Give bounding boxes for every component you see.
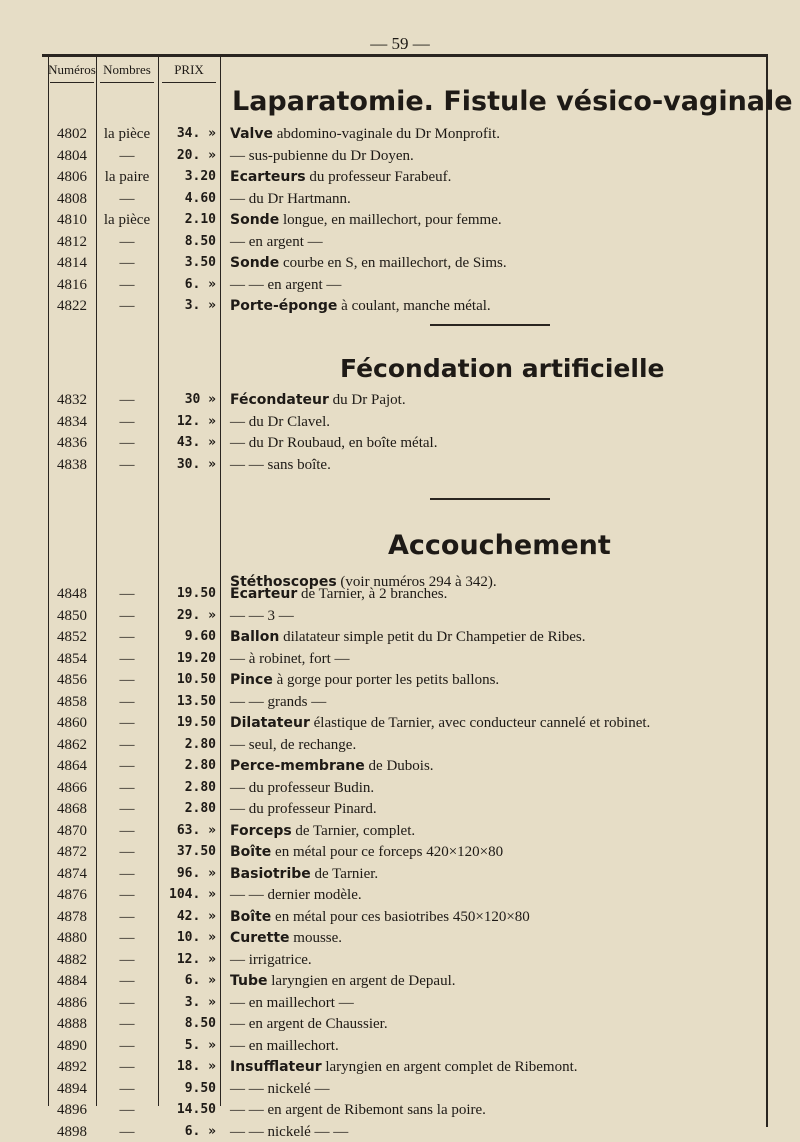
item-description-cell [230, 670, 499, 690]
item-number: 4836 [57, 435, 87, 451]
item-keyword: Stéthoscopes [230, 574, 337, 590]
catalog-row [0, 885, 800, 905]
item-price: 42. » [176, 908, 216, 924]
item-description-cell [230, 821, 415, 841]
item-price: 6. » [184, 276, 216, 292]
item-number: 4812 [57, 233, 87, 250]
item-price: 37.50 [176, 844, 216, 859]
item-keyword: Curette [230, 930, 290, 946]
item-number: 4886 [57, 994, 87, 1011]
item-number: 4860 [57, 715, 87, 731]
item-price: 19.50 [176, 715, 216, 730]
item-number: 4848 [57, 586, 87, 602]
item-quantity: — [119, 994, 135, 1011]
catalog-row [0, 713, 800, 733]
item-quantity: — [119, 908, 135, 925]
item-quantity: — [119, 736, 135, 753]
header-nombres: Nombres [103, 62, 151, 77]
item-keyword: Pince [230, 672, 273, 688]
catalog-row [0, 584, 800, 604]
item-number: 4898 [57, 1123, 87, 1140]
item-description: — — grands — [230, 693, 327, 710]
catalog-row [0, 433, 800, 453]
item-quantity: — [119, 801, 135, 817]
item-keyword: Boîte [230, 844, 272, 860]
item-description: — sus-pubienne du Dr Doyen. [230, 147, 414, 164]
item-number: 4866 [57, 779, 87, 796]
item-number: 4870 [57, 822, 87, 839]
item-description-cell [230, 232, 323, 252]
catalog-row [0, 275, 800, 295]
item-number: 4822 [57, 298, 87, 314]
item-quantity: — [119, 190, 135, 207]
section-title-laparatomie: Laparatomie. Fistule vésico-vaginale [232, 86, 793, 117]
item-keyword: Tube [230, 973, 268, 989]
item-price: 8.50 [184, 233, 216, 249]
item-number: 4832 [57, 392, 87, 408]
item-price: 30. » [176, 456, 216, 472]
item-price: 2.80 [184, 779, 216, 795]
catalog-row [0, 778, 800, 798]
item-description-cell [230, 1100, 486, 1120]
header-rule [100, 82, 154, 83]
catalog-row [0, 167, 800, 187]
item-description-cell [230, 455, 331, 475]
item-price: 20. » [176, 147, 216, 163]
item-description: mousse. [289, 930, 343, 946]
item-price: 14.50 [176, 1102, 216, 1117]
catalog-row [0, 210, 800, 230]
item-number: 4882 [57, 951, 87, 968]
item-price: 10.50 [176, 672, 216, 687]
item-price: 63. » [176, 822, 216, 838]
item-description: — — nickelé — [230, 1080, 330, 1097]
header-prix: PRIX [174, 62, 204, 77]
item-description-cell [230, 124, 500, 144]
item-description: en métal pour ces basiotribes 450×120×80 [271, 908, 530, 925]
item-quantity: — [119, 715, 135, 731]
item-description: — irrigatrice. [230, 951, 312, 968]
item-description-cell [230, 390, 406, 410]
item-quantity: — [119, 1102, 135, 1118]
item-price: 3. » [184, 298, 216, 313]
catalog-row [0, 1014, 800, 1034]
item-description-cell [230, 778, 374, 798]
item-description-cell [230, 756, 434, 776]
item-quantity: — [119, 758, 135, 774]
item-description: — du Dr Hartmann. [230, 190, 351, 207]
catalog-row [0, 821, 800, 841]
item-quantity: — [119, 629, 135, 645]
item-price: 104. » [169, 887, 216, 902]
item-price: 96. » [176, 865, 216, 881]
item-keyword: Insufflateur [230, 1059, 322, 1075]
item-keyword: Forceps [230, 822, 292, 839]
item-price: 3.20 [184, 169, 216, 184]
item-description-cell [230, 735, 356, 755]
item-price: 4.60 [184, 190, 216, 206]
item-description-cell [230, 692, 326, 712]
item-price: 34. » [176, 126, 216, 141]
item-quantity: — [119, 779, 135, 796]
item-description-cell [230, 799, 377, 819]
item-description: en métal pour ce forceps 420×120×80 [271, 844, 504, 860]
item-description: (voir numéros 294 à 342). [336, 574, 497, 590]
item-keyword: Valve [230, 126, 273, 142]
item-quantity: — [119, 456, 135, 473]
item-description: de Tarnier, complet. [291, 822, 416, 839]
item-description-cell [230, 907, 530, 927]
item-number: 4806 [57, 169, 87, 185]
item-quantity: — [119, 930, 135, 946]
item-quantity: la pièce [103, 212, 151, 228]
item-price: 2.80 [184, 801, 216, 816]
item-description: à coulant, manche métal. [337, 298, 491, 314]
item-number: 4894 [57, 1080, 87, 1097]
item-quantity: — [119, 607, 135, 624]
item-description-cell [230, 1014, 388, 1034]
item-quantity: — [119, 255, 135, 271]
item-price: 2.10 [184, 212, 216, 227]
item-quantity: — [119, 586, 135, 602]
item-description-cell [230, 296, 491, 316]
item-quantity: — [119, 147, 135, 164]
catalog-row [0, 756, 800, 776]
item-quantity: — [119, 413, 135, 430]
item-description: de Tarnier. [310, 865, 379, 882]
item-price: 5. » [184, 1037, 216, 1053]
item-description-cell [230, 1079, 330, 1099]
item-description-cell [230, 210, 502, 230]
item-description-cell [230, 993, 354, 1013]
item-description-cell [230, 885, 362, 905]
item-description-cell [230, 412, 330, 432]
catalog-row [0, 232, 800, 252]
item-quantity: — [119, 822, 135, 839]
catalog-row [0, 735, 800, 755]
item-price: 6. » [184, 973, 216, 988]
item-number: 4850 [57, 607, 87, 624]
item-keyword: Sonde [230, 212, 280, 228]
item-description: — à robinet, fort — [230, 650, 350, 667]
item-number: 4880 [57, 930, 87, 946]
section-separator [430, 324, 550, 326]
item-description-cell [230, 275, 341, 295]
item-description-cell [230, 842, 503, 862]
item-description-cell [230, 649, 350, 669]
item-description: — — en argent de Ribemont sans la poire. [230, 1102, 486, 1118]
catalog-row [0, 971, 800, 991]
item-quantity: — [119, 435, 135, 451]
item-keyword: Porte-éponge [230, 298, 338, 314]
item-description-cell [230, 584, 447, 604]
item-number: 4804 [57, 147, 87, 164]
item-description-cell [230, 713, 650, 733]
item-description: élastique de Tarnier, avec conducteur cannelé et robinet. [309, 715, 651, 731]
item-quantity: — [119, 1123, 135, 1140]
header-numeros: Numéros [48, 62, 96, 77]
item-number: 4872 [57, 844, 87, 860]
item-keyword: Basiotribe [230, 865, 311, 882]
item-description-cell [230, 627, 586, 647]
item-description: — du Dr Roubaud, en boîte métal. [230, 435, 438, 451]
item-description-cell [230, 167, 451, 187]
item-quantity: la paire [104, 169, 150, 185]
item-quantity: — [119, 973, 135, 989]
item-keyword: Ecarteurs [230, 169, 306, 185]
item-keyword: Ballon [230, 629, 280, 645]
section-separator [430, 498, 550, 500]
item-price: 9.60 [184, 629, 216, 644]
catalog-row [0, 146, 800, 166]
header-rule [162, 82, 216, 83]
item-description: à gorge pour porter les petits ballons. [272, 672, 500, 688]
item-keyword: Dilatateur [230, 715, 310, 731]
item-description: — — en argent — [230, 276, 342, 293]
item-quantity: — [119, 844, 135, 860]
item-number: 4896 [57, 1102, 87, 1118]
catalog-row [0, 692, 800, 712]
catalog-row [0, 993, 800, 1013]
catalog-row [0, 670, 800, 690]
catalog-row [0, 842, 800, 862]
item-price: 6. » [184, 1123, 216, 1139]
item-description-cell [230, 1036, 339, 1056]
item-number: 4816 [57, 276, 87, 293]
item-description-cell [230, 189, 351, 209]
item-keyword: Ecarteur [230, 586, 298, 602]
item-price: 3.50 [184, 255, 216, 270]
item-price: 29. » [176, 607, 216, 623]
item-description: du professeur Farabeuf. [305, 169, 452, 185]
item-price: 3. » [184, 994, 216, 1010]
catalog-row [0, 253, 800, 273]
catalog-row [0, 606, 800, 626]
item-description-cell [230, 864, 378, 884]
item-keyword: Sonde [230, 255, 280, 271]
item-quantity: — [119, 887, 135, 903]
item-price: 19.50 [176, 586, 216, 601]
item-description: abdomino-vaginale du Dr Monprofit. [272, 126, 500, 142]
header-rule [50, 82, 94, 83]
item-price: 8.50 [184, 1016, 216, 1031]
catalog-row [0, 1057, 800, 1077]
item-number: 4884 [57, 973, 87, 989]
item-description-cell [230, 971, 455, 991]
item-quantity: — [119, 233, 135, 250]
item-quantity: la pièce [103, 126, 151, 142]
item-keyword: Perce-membrane [230, 758, 365, 774]
item-quantity: — [119, 1016, 135, 1032]
item-quantity: — [119, 1037, 135, 1054]
item-price: 9.50 [184, 1080, 216, 1096]
item-number: 4876 [57, 887, 87, 903]
item-quantity: — [119, 298, 135, 314]
catalog-row [0, 649, 800, 669]
item-description: — du professeur Pinard. [230, 801, 377, 817]
catalog-row [0, 928, 800, 948]
item-number: 4892 [57, 1059, 87, 1075]
item-quantity: — [119, 392, 135, 408]
item-price: 30 » [184, 392, 216, 407]
item-price: 10. » [176, 930, 216, 945]
item-description: — en maillechort. [230, 1037, 339, 1054]
item-number: 4878 [57, 908, 87, 925]
item-description: du Dr Pajot. [328, 392, 406, 408]
item-quantity: — [119, 1059, 135, 1075]
item-description: laryngien en argent de Depaul. [267, 973, 456, 989]
item-description-cell [230, 1057, 578, 1077]
catalog-row [0, 1036, 800, 1056]
item-quantity: — [119, 276, 135, 293]
item-price: 2.80 [184, 736, 216, 752]
section-title-fecondation: Fécondation artificielle [340, 354, 665, 383]
item-quantity: — [119, 693, 135, 710]
item-quantity: — [119, 1080, 135, 1097]
item-description: — seul, de rechange. [230, 736, 357, 753]
item-description-cell [230, 253, 507, 273]
catalog-row [0, 1079, 800, 1099]
item-number: 4854 [57, 650, 87, 667]
catalog-row [0, 1100, 800, 1120]
catalog-row [0, 864, 800, 884]
item-price: 43. » [176, 435, 216, 450]
item-description: — — dernier modèle. [230, 887, 362, 903]
item-number: 4888 [57, 1016, 87, 1032]
item-description: — du professeur Budin. [230, 779, 375, 796]
item-price: 18. » [176, 1059, 216, 1074]
item-number: 4814 [57, 255, 87, 271]
item-description-cell [230, 146, 414, 166]
section-title-accouchement: Accouchement [388, 530, 611, 561]
item-description-cell [230, 433, 437, 453]
catalog-row [0, 390, 800, 410]
item-number: 4810 [57, 212, 87, 228]
item-description-cell [230, 606, 294, 626]
item-price: 12. » [176, 413, 216, 429]
item-price: 13.50 [176, 693, 216, 709]
item-number: 4868 [57, 801, 87, 817]
item-number: 4838 [57, 456, 87, 473]
item-number: 4862 [57, 736, 87, 753]
catalog-row [0, 907, 800, 927]
item-number: 4856 [57, 672, 87, 688]
item-number: 4802 [57, 126, 87, 142]
item-number: 4858 [57, 693, 87, 710]
item-description: de Tarnier, à 2 branches. [297, 586, 448, 602]
item-price: 2.80 [184, 758, 216, 773]
item-description: — — nickelé — — [230, 1123, 349, 1140]
catalog-row [0, 455, 800, 475]
item-number: 4852 [57, 629, 87, 645]
item-keyword: Fécondateur [230, 392, 329, 408]
catalog-row [0, 799, 800, 819]
item-number: 4808 [57, 190, 87, 207]
item-description: courbe en S, en maillechort, de Sims. [279, 255, 507, 271]
item-quantity: — [119, 672, 135, 688]
item-number: 4864 [57, 758, 87, 774]
item-number: 4834 [57, 413, 87, 430]
catalog-row [0, 412, 800, 432]
item-quantity: — [119, 650, 135, 667]
item-description: — — 3 — [230, 607, 294, 624]
catalog-row [0, 296, 800, 316]
item-description: — en argent de Chaussier. [230, 1016, 388, 1032]
item-description: — en argent — [230, 233, 323, 250]
catalog-row [0, 124, 800, 144]
item-description: longue, en maillechort, pour femme. [279, 212, 502, 228]
item-description: laryngien en argent complet de Ribemont. [321, 1059, 578, 1075]
item-description: de Dubois. [364, 758, 434, 774]
item-description-cell [230, 950, 312, 970]
item-number: 4874 [57, 865, 87, 882]
page-number: — 59 — [370, 34, 430, 53]
catalog-row [0, 627, 800, 647]
item-description: — du Dr Clavel. [230, 413, 330, 430]
catalog-row [0, 189, 800, 209]
item-description-cell [230, 928, 342, 948]
item-price: 19.20 [176, 650, 216, 666]
item-description: dilatateur simple petit du Dr Champetier de Ribes. [279, 629, 586, 645]
item-description: — en maillechort — [230, 994, 354, 1011]
item-number: 4890 [57, 1037, 87, 1054]
item-description: — — sans boîte. [230, 456, 331, 473]
item-price: 12. » [176, 951, 216, 967]
item-quantity: — [119, 951, 135, 968]
catalog-row [0, 950, 800, 970]
item-quantity: — [119, 865, 135, 882]
item-keyword: Boîte [230, 908, 272, 925]
